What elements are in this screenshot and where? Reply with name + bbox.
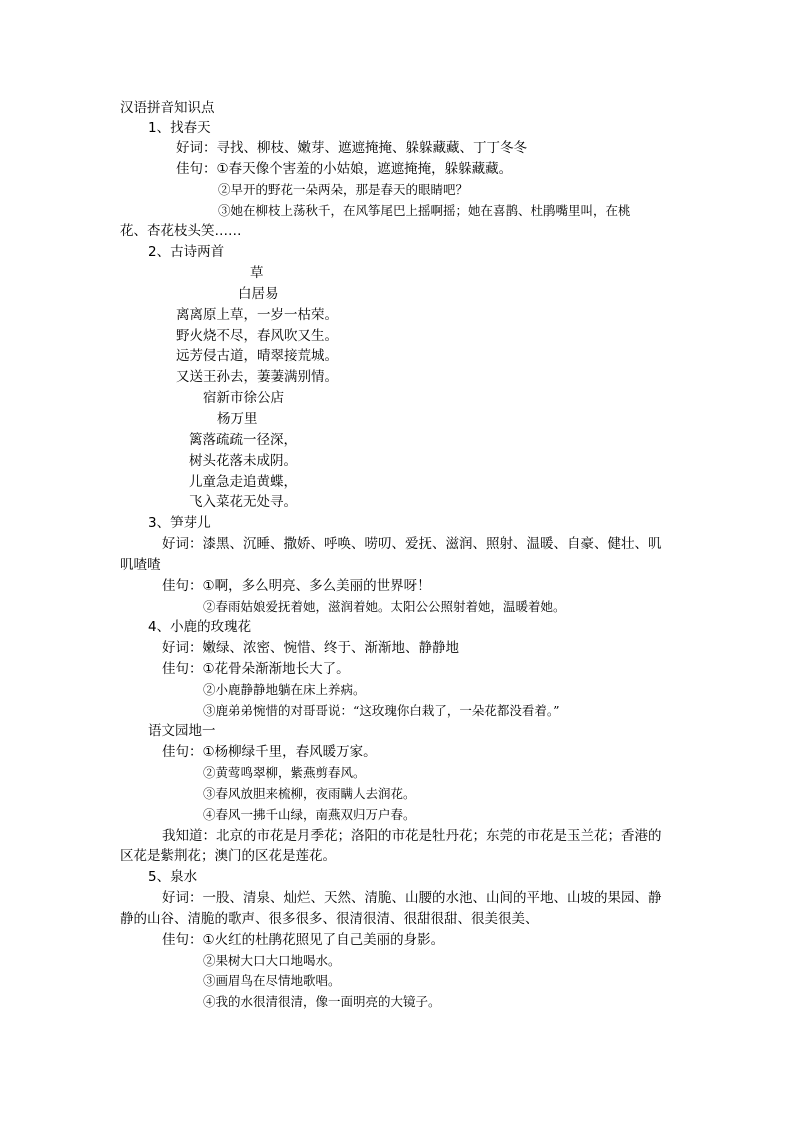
poem-1-title: 草 (250, 265, 264, 281)
section-4-heading: 4、小鹿的玫瑰花 (148, 619, 252, 635)
yuwen-sentence-3: ③春风放胆来梳柳，夜雨瞒人去润花。 (203, 786, 416, 801)
s5-sentence-4: ④我的水很清很清，像一面明亮的大镜子。 (203, 994, 441, 1009)
poem-1-line: 又送王孙去，萋萋满别情。 (176, 369, 338, 385)
section-5-heading: 5、泉水 (148, 869, 198, 885)
poem-2-author: 杨万里 (217, 411, 258, 427)
poem-2-line: 篱落疏疏一径深， (189, 432, 297, 448)
s3-sentence-1: 佳句：①啊，多么明亮、多么美丽的世界呀！ (162, 578, 431, 594)
yuwen-sentence-1: 佳句：①杨柳绿千里，春风暖万家。 (162, 744, 377, 760)
s4-sentence-2: ②小鹿静静地躺在床上养病。 (203, 682, 366, 697)
s4-sentence-3: ③鹿弟弟惋惜的对哥哥说：“这玫瑰你白栽了，一朵花都没看着。” (203, 703, 560, 718)
yuwen-heading: 语文园地一 (148, 723, 216, 739)
s5-sentence-1: 佳句：①火红的杜鹃花照见了自己美丽的身影。 (162, 932, 445, 948)
s5-sentence-3: ③画眉鸟在尽情地歌唱。 (203, 973, 341, 988)
poem-2-title: 宿新市徐公店 (203, 390, 284, 406)
poem-1-line: 野火烧不尽，春风吹又生。 (176, 328, 338, 344)
s1-good-words: 好词：寻找、柳枝、嫩芽、遮遮掩掩、躲躲藏藏、丁丁冬冬 (176, 140, 527, 156)
s5-good-words-b: 静的山谷、清脆的歌声、很多很多、很清很清、很甜很甜、很美很美、 (120, 911, 539, 927)
section-2-heading: 2、古诗两首 (148, 244, 225, 260)
poem-1-line: 离离原上草，一岁一枯荣。 (176, 307, 338, 323)
s1-sentence-2: ②早开的野花一朵两朵，那是春天的眼睛吧？ (218, 182, 469, 197)
poem-1-author: 白居易 (238, 286, 279, 302)
s3-sentence-2: ②春雨姑娘爱抚着她，滋润着她。太阳公公照射着她，温暖着她。 (203, 599, 566, 614)
poem-2-line: 树头花落未成阴。 (189, 453, 297, 469)
yuwen-sentence-4: ④春风一拂千山绿，南燕双归万户春。 (203, 807, 416, 822)
poem-2-line: 儿童急走追黄蝶， (189, 474, 297, 490)
s4-sentence-1: 佳句：①花骨朵渐渐地长大了。 (162, 661, 350, 677)
page-title: 汉语拼音知识点 (120, 100, 215, 116)
poem-1-line: 远芳侵古道，晴翠接荒城。 (176, 348, 338, 364)
s1-sentence-3a: ③她在柳枝上荡秋千，在风筝尾巴上摇啊摇；她在喜鹊、杜鹃嘴里叫，在桃 (218, 203, 631, 218)
section-3-heading: 3、笋芽儿 (148, 515, 211, 531)
s1-sentence-1: 佳句：①春天像个害羞的小姑娘，遮遮掩掩，躲躲藏藏。 (176, 161, 513, 177)
section-1-heading: 1、找春天 (148, 120, 211, 136)
s5-sentence-2: ②果树大口大口地喝水。 (203, 953, 341, 968)
poem-2-line: 飞入菜花无处寻。 (189, 494, 297, 510)
yuwen-i-know-a: 我知道：北京的市花是月季花；洛阳的市花是牡丹花；东莞的市花是玉兰花；香港的 (162, 828, 662, 844)
s1-sentence-3b: 花、杏花枝头笑…… (120, 223, 242, 239)
yuwen-sentence-2: ②黄莺鸣翠柳，紫燕剪春风。 (203, 765, 366, 780)
s5-good-words-a: 好词：一股、清泉、灿烂、天然、清脆、山腰的水池、山间的平地、山坡的果园、静 (162, 890, 662, 906)
s4-good-words: 好词：嫩绿、浓密、惋惜、终于、渐渐地、静静地 (162, 640, 459, 656)
yuwen-i-know-b: 区花是紫荆花；澳门的区花是莲花。 (120, 848, 336, 864)
s3-good-words-a: 好词：漆黑、沉睡、撒娇、呼唤、唠叨、爱抚、滋润、照射、温暖、自豪、健壮、叽 (162, 536, 662, 552)
s3-good-words-b: 叽喳喳 (120, 557, 161, 573)
